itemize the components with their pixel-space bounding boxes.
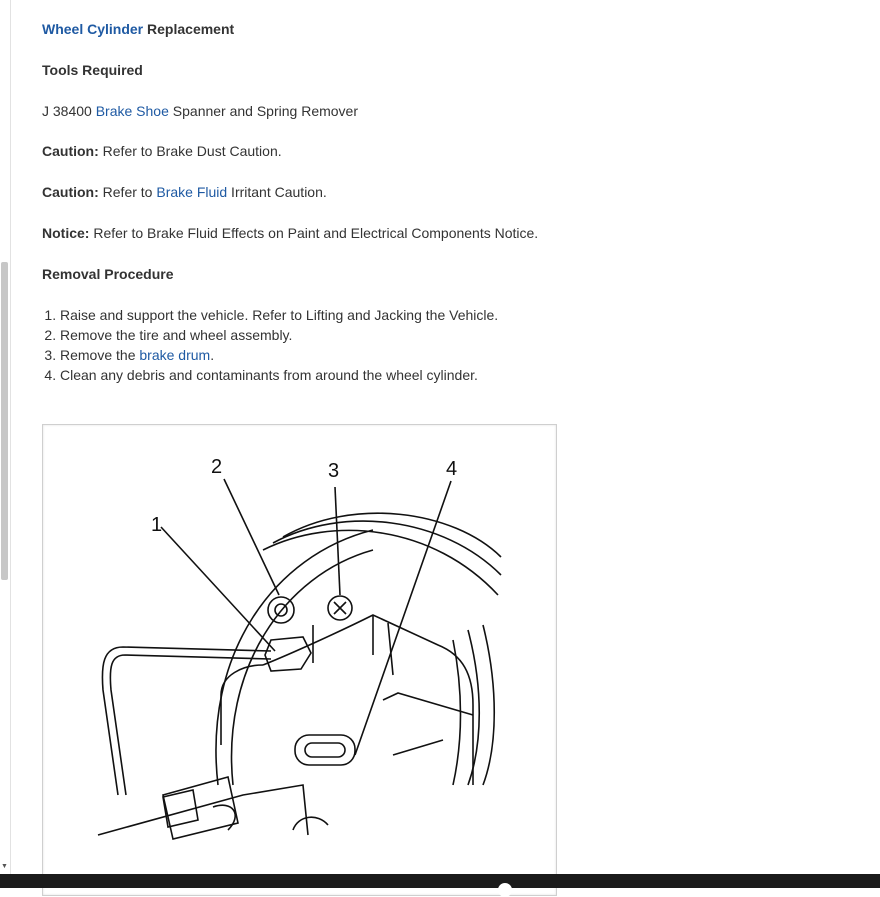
cursor-indicator	[498, 883, 512, 897]
bottom-bar	[0, 874, 880, 888]
list-item: 1. Raise and support the vehicle. Refer to Lifting and Jacking the Vehicle.	[60, 305, 498, 325]
figure-callout: 4	[446, 458, 458, 480]
scrollbar-thumb[interactable]	[1, 262, 8, 580]
wheel-cylinder-illustration	[43, 425, 556, 875]
list-item: 3. Remove the brake drum.	[60, 345, 498, 365]
removal-heading: Removal Procedure	[42, 266, 174, 282]
notice-line: Notice: Refer to Brake Fluid Effects on Paint and Electrical Components Notice.	[42, 225, 539, 241]
figure-callout: 1	[151, 514, 163, 536]
list-item: 2. Remove the tire and wheel assembly.	[60, 325, 498, 345]
removal-steps-list	[42, 305, 498, 385]
tool-line: J 38400 Brake Shoe Spanner and Spring Remover	[42, 103, 358, 119]
figure-callout: 2	[211, 456, 223, 478]
scrollbar[interactable]	[0, 0, 11, 888]
page-title: Wheel Cylinder Replacement	[42, 21, 235, 37]
figure-callout: 3	[328, 460, 340, 482]
list-item: 4. Clean any debris and contaminants from around the wheel cylinder.	[60, 365, 498, 385]
scroll-down-icon[interactable]: ▼	[1, 863, 8, 870]
brake-shoe-link[interactable]: Brake Shoe	[95, 103, 169, 119]
caution-brake-fluid: Caution: Refer to Brake Fluid Irritant Caution.	[42, 184, 327, 200]
wheel-cylinder-link[interactable]: Wheel Cylinder	[42, 21, 144, 37]
wheel-cylinder-figure	[42, 424, 557, 896]
caution-brake-dust: Caution: Refer to Brake Dust Caution.	[42, 143, 282, 159]
brake-drum-link[interactable]: brake drum	[139, 347, 211, 363]
tools-heading: Tools Required	[42, 62, 143, 78]
brake-fluid-link[interactable]: Brake Fluid	[156, 184, 228, 200]
